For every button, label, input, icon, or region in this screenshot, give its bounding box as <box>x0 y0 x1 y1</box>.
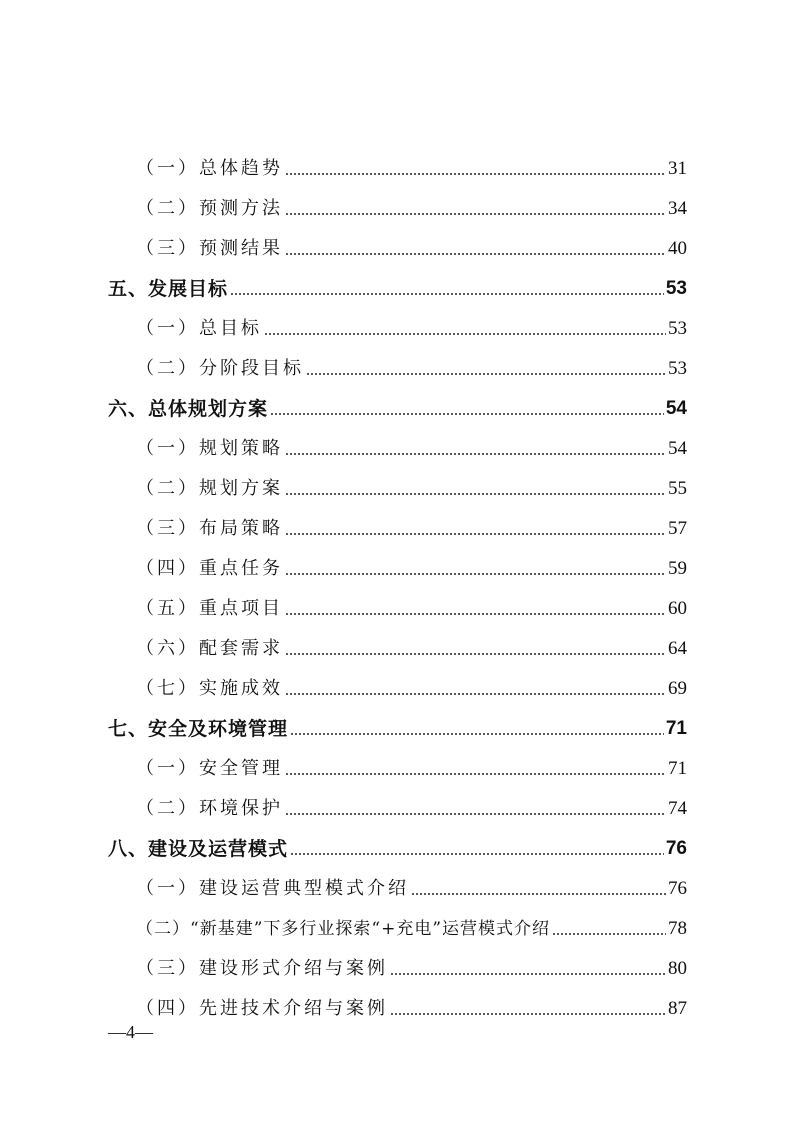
toc-entry <box>0 190 793 220</box>
dot-leader <box>285 573 666 575</box>
toc-chapter <box>0 830 793 860</box>
toc-entry-page: 76 <box>668 878 687 899</box>
dot-leader <box>230 293 664 295</box>
dot-leader <box>285 493 666 495</box>
toc-entry-title: （四）先进技术介绍与案例 <box>136 998 388 1019</box>
toc-entry <box>0 350 793 380</box>
toc-entry <box>0 590 793 620</box>
toc-entry <box>0 150 793 180</box>
toc-entry-page: 53 <box>668 358 687 379</box>
toc-entry-page: 78 <box>668 918 687 939</box>
toc-chapter-title: 七、安全及环境管理 <box>108 718 289 740</box>
toc-entry-title: （三）建设形式介绍与案例 <box>136 958 388 979</box>
dot-leader <box>285 253 666 255</box>
toc-entry <box>0 870 793 900</box>
toc-entry-page: 80 <box>668 958 687 979</box>
toc-entry-page: 53 <box>668 318 687 339</box>
page-number-footer: —4— <box>108 1022 153 1042</box>
dot-leader <box>411 893 666 895</box>
dot-leader <box>285 693 666 695</box>
toc-entry <box>0 950 793 980</box>
toc-entry-title: （一）建设运营典型模式介绍 <box>136 878 409 899</box>
toc-entry <box>0 550 793 580</box>
toc-entry <box>0 230 793 260</box>
dot-leader <box>270 413 664 415</box>
toc-chapter <box>0 710 793 740</box>
toc-chapter-page: 53 <box>665 278 687 299</box>
toc-entry <box>0 470 793 500</box>
toc-entry-page: 54 <box>668 438 687 459</box>
toc-entry-title: （五）重点项目 <box>136 598 283 619</box>
toc-chapter-title: 五、发展目标 <box>108 278 229 300</box>
toc-entry-page: 59 <box>668 558 687 579</box>
toc-entry-title: （六）配套需求 <box>136 638 283 659</box>
toc-entry-page: 87 <box>668 998 687 1019</box>
toc-entry <box>0 990 793 1020</box>
toc-entry <box>0 910 793 940</box>
toc-entry-page: 34 <box>668 198 687 219</box>
toc-chapter-title: 六、总体规划方案 <box>108 398 269 420</box>
dot-leader <box>285 613 666 615</box>
dot-leader <box>285 653 666 655</box>
toc-entry-title: （四）重点任务 <box>136 558 283 579</box>
toc-chapter <box>0 270 793 300</box>
toc-entry-title: （一）规划策略 <box>136 438 283 459</box>
toc-entry <box>0 790 793 820</box>
toc-entry-page: 40 <box>668 238 687 259</box>
toc-entry-page: 55 <box>668 478 687 499</box>
toc-entry <box>0 750 793 780</box>
toc-entry-page: 57 <box>668 518 687 539</box>
toc-entry <box>0 430 793 460</box>
toc-entry-title: （三）布局策略 <box>136 518 283 539</box>
dot-leader <box>285 533 666 535</box>
toc-entry-page: 74 <box>668 798 687 819</box>
toc-entry-title: （二）分阶段目标 <box>136 358 304 379</box>
toc-entry-page: 60 <box>668 598 687 619</box>
toc-chapter-page: 71 <box>665 718 687 739</box>
toc-entry <box>0 310 793 340</box>
dot-leader <box>290 733 664 735</box>
toc-chapter <box>0 390 793 420</box>
toc-entry-title: （一）总体趋势 <box>136 158 283 179</box>
dot-leader <box>390 973 666 975</box>
toc-entry-title: （一）总目标 <box>136 318 262 339</box>
toc-entry-page: 64 <box>668 638 687 659</box>
toc-entry-title: （二）环境保护 <box>136 798 283 819</box>
dot-leader <box>285 453 666 455</box>
toc-entry-title: （七）实施成效 <box>136 678 283 699</box>
toc-chapter-title: 八、建设及运营模式 <box>108 838 289 860</box>
dot-leader <box>285 773 666 775</box>
toc-entry-title: （三）预测结果 <box>136 238 283 259</box>
toc-chapter-page: 76 <box>665 838 687 859</box>
toc-entry <box>0 510 793 540</box>
toc-entry <box>0 670 793 700</box>
dot-leader <box>285 213 666 215</box>
toc-chapter-page: 54 <box>665 398 687 419</box>
dot-leader <box>264 333 666 335</box>
dot-leader <box>306 373 666 375</box>
dot-leader <box>285 173 666 175</box>
toc-entry-title: （二）规划方案 <box>136 478 283 499</box>
dot-leader <box>285 813 666 815</box>
toc-entry-title: （二）“新基建”下多行业探索“+充电”运营模式介绍 <box>136 919 551 939</box>
dot-leader <box>290 853 664 855</box>
toc-entry-page: 31 <box>668 158 687 179</box>
toc-entry-page: 69 <box>668 678 687 699</box>
dot-leader <box>390 1013 666 1015</box>
toc-entry <box>0 630 793 660</box>
toc-entry-title: （二）预测方法 <box>136 198 283 219</box>
toc-entry-title: （一）安全管理 <box>136 758 283 779</box>
dot-leader <box>552 933 666 935</box>
toc-entry-page: 71 <box>668 758 687 779</box>
